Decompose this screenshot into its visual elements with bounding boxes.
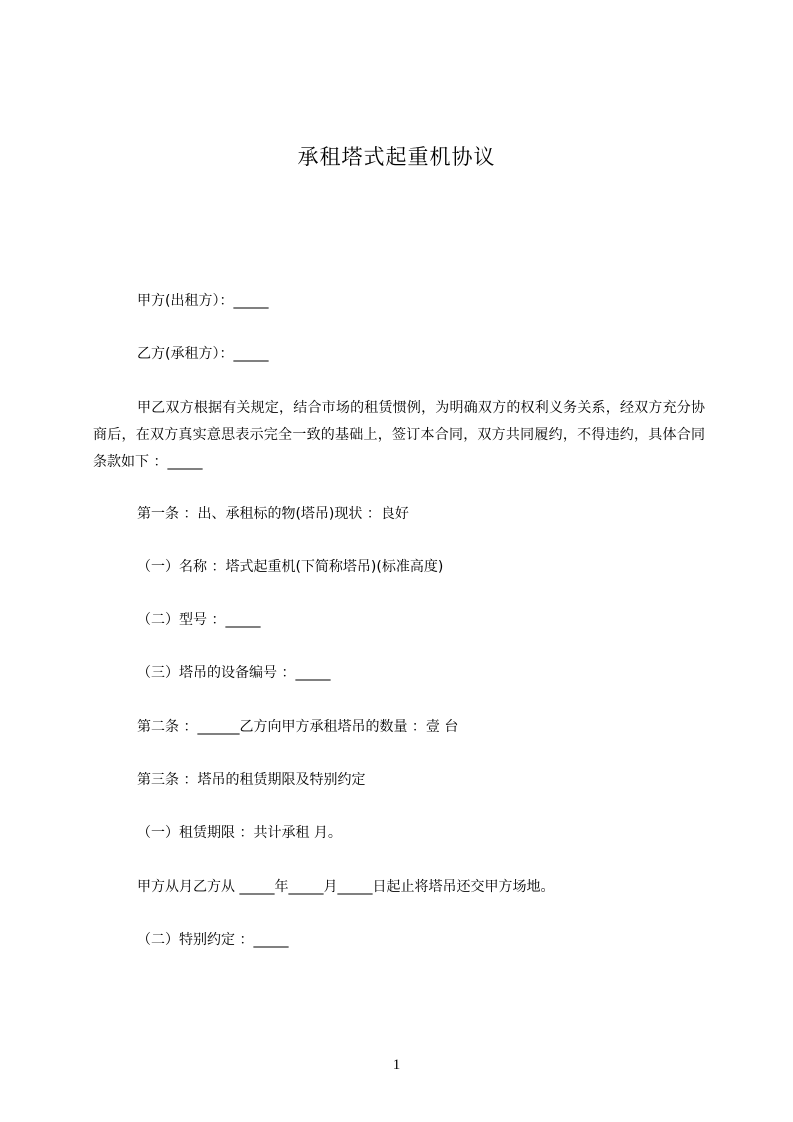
article-3-item-2: （二）特别约定 ：_____ (137, 932, 289, 948)
lease-dates-line: 甲方从月乙方从 _____年_____月_____日起止将塔吊还交甲方场地。 (137, 879, 555, 895)
page-number: 1 (392, 1057, 401, 1073)
article-1-item-3: （三）塔吊的设备编号 ：_____ (137, 665, 331, 681)
party-a-line: 甲方(出租方）：_____ (137, 293, 269, 309)
article-3-item-1: （一）租赁期限 ：共计承租 月。 (137, 825, 342, 841)
article-2: 第二条 ：______乙方向甲方承租塔吊的数量 ：壹 台 (137, 719, 459, 735)
document-title: 承租塔式起重机协议 (297, 145, 496, 169)
intro-paragraph: 甲乙双方根据有关规定，结合市场的租赁惯例，为明确双方的权利义务关系，经双方充分协商后，在双方真实意思表示完全一致的基础上，签订本合同，双方共同履约，不得违约，具体合同条款如下 ：_____ (93, 400, 705, 470)
party-b-line: 乙方(承租方）：_____ (137, 346, 269, 362)
article-1-item-1: （一）名称 ：塔式起重机(下简称塔吊)(标准高度) (137, 559, 444, 575)
article-1: 第一条 ：出、承租标的物(塔吊)现状 ：良好 (137, 506, 409, 522)
article-3: 第三条 ：塔吊的租赁期限及特别约定 (137, 772, 366, 788)
article-1-item-2: （二）型号 ：_____ (137, 612, 261, 628)
